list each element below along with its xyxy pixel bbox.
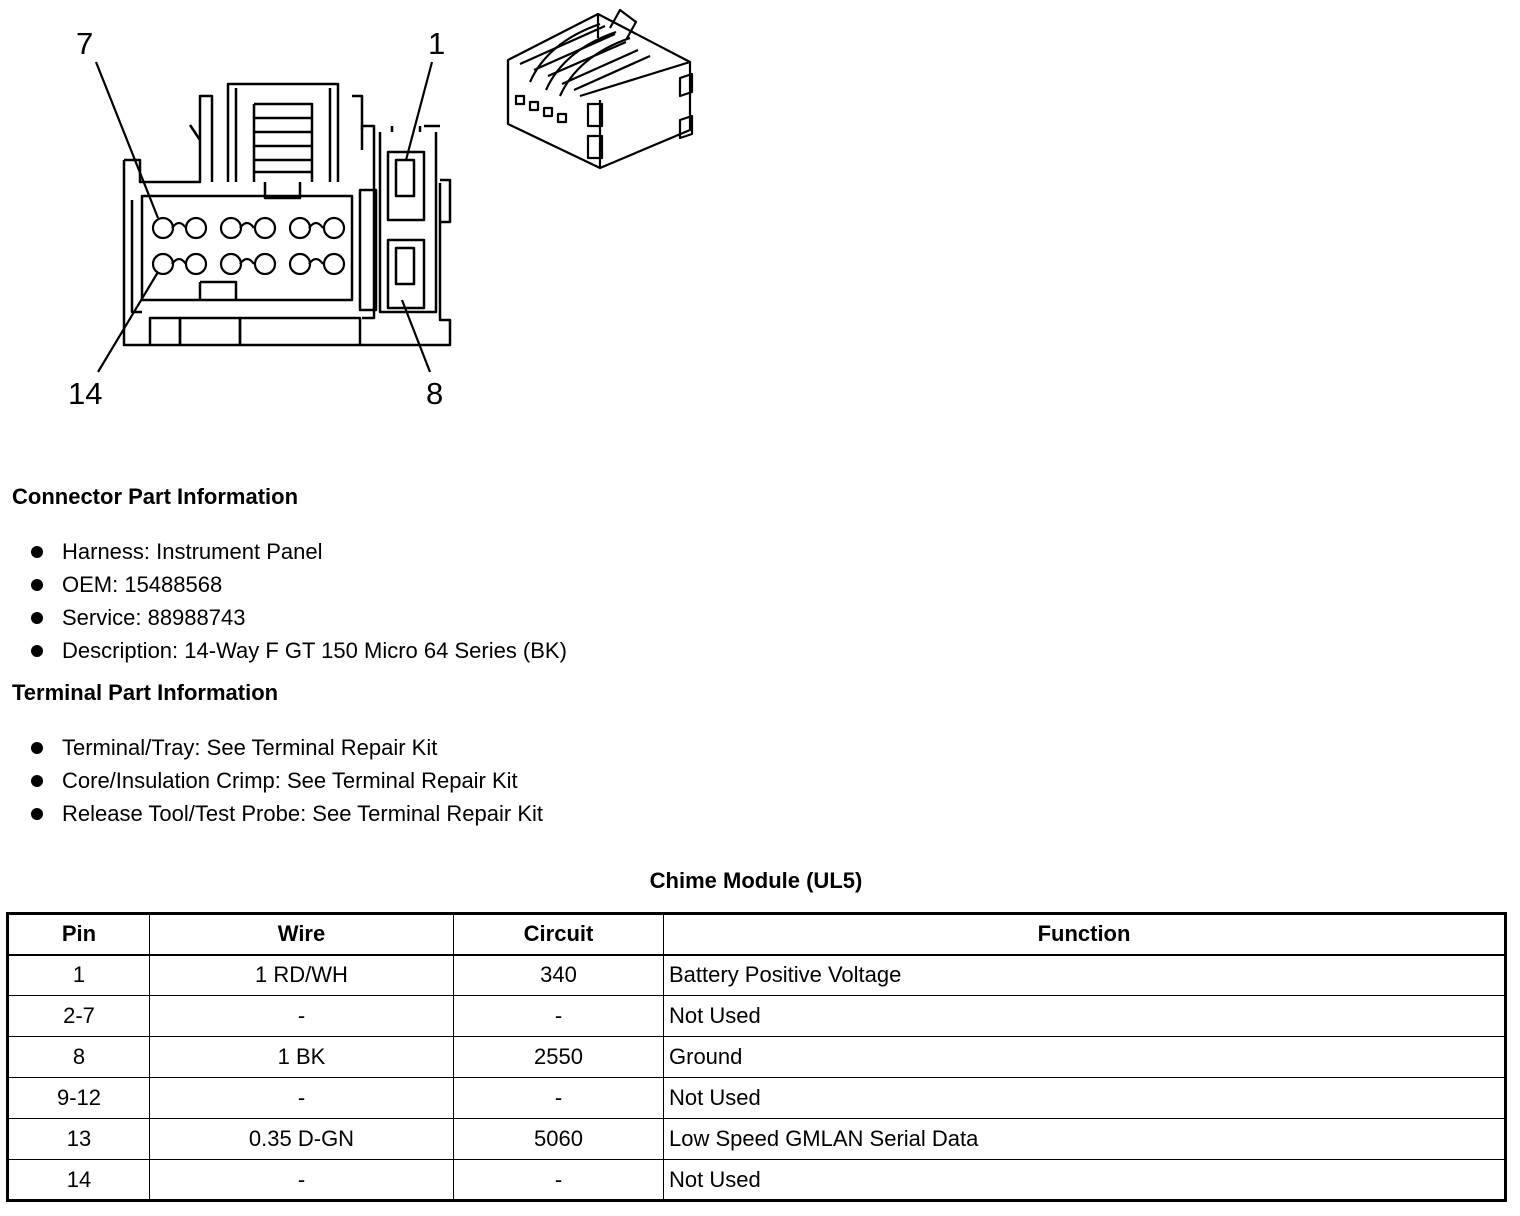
pinout-table bbox=[6, 912, 1507, 1202]
function-cell: Not Used bbox=[664, 996, 1506, 1037]
connector-face-drawing bbox=[0, 0, 720, 420]
pin-label-8: 8 bbox=[426, 376, 444, 411]
connector-info-list bbox=[26, 535, 567, 667]
function-cell: Not Used bbox=[664, 1078, 1506, 1119]
connector-diagram bbox=[0, 0, 720, 420]
terminal-info-heading: Terminal Part Information bbox=[12, 680, 279, 705]
pin-cell: 1 bbox=[8, 955, 150, 996]
function-cell: Battery Positive Voltage bbox=[664, 955, 1506, 996]
bullet-icon bbox=[31, 808, 43, 820]
connector-isometric-view bbox=[508, 10, 692, 168]
pin-cell: 13 bbox=[8, 1119, 150, 1160]
list-item: Description: 14-Way F GT 150 Micro 64 Series (BK) bbox=[26, 634, 567, 667]
list-item: Release Tool/Test Probe: See Terminal Repair Kit bbox=[26, 797, 543, 830]
wire-cell: - bbox=[150, 1160, 454, 1201]
bullet-icon bbox=[31, 579, 43, 591]
table-row bbox=[8, 1037, 1506, 1078]
pin-cell: 8 bbox=[8, 1037, 150, 1078]
table-row bbox=[8, 1078, 1506, 1119]
connector-info-heading: Connector Part Information bbox=[12, 484, 299, 509]
list-item: Harness: Instrument Panel bbox=[26, 535, 567, 568]
bullet-icon bbox=[31, 775, 43, 787]
pin-label-1: 1 bbox=[428, 26, 446, 61]
table-title: Chime Module (UL5) bbox=[649, 868, 863, 893]
column-header-pin: Pin bbox=[8, 914, 150, 955]
function-cell: Ground bbox=[664, 1037, 1506, 1078]
list-item: OEM: 15488568 bbox=[26, 568, 567, 601]
bullet-icon bbox=[31, 546, 43, 558]
column-header-function: Function bbox=[664, 914, 1506, 955]
table-header-row bbox=[8, 914, 1506, 955]
circuit-cell: - bbox=[454, 1160, 664, 1201]
pin-label-7: 7 bbox=[76, 26, 94, 61]
circuit-cell: - bbox=[454, 996, 664, 1037]
list-item: Service: 88988743 bbox=[26, 601, 567, 634]
terminal-info-list bbox=[26, 731, 543, 830]
wire-cell: 0.35 D-GN bbox=[150, 1119, 454, 1160]
wire-cell: - bbox=[150, 996, 454, 1037]
circuit-cell: 5060 bbox=[454, 1119, 664, 1160]
pin-cell: 14 bbox=[8, 1160, 150, 1201]
list-item: Terminal/Tray: See Terminal Repair Kit bbox=[26, 731, 543, 764]
function-cell: Not Used bbox=[664, 1160, 1506, 1201]
table-row bbox=[8, 996, 1506, 1037]
circuit-cell: 340 bbox=[454, 955, 664, 996]
column-header-circuit: Circuit bbox=[454, 914, 664, 955]
bullet-icon bbox=[31, 645, 43, 657]
wire-cell: - bbox=[150, 1078, 454, 1119]
wire-cell: 1 BK bbox=[150, 1037, 454, 1078]
function-cell: Low Speed GMLAN Serial Data bbox=[664, 1119, 1506, 1160]
table-row bbox=[8, 955, 1506, 996]
table-row bbox=[8, 1160, 1506, 1201]
pin-label-14: 14 bbox=[68, 376, 103, 411]
bullet-icon bbox=[31, 742, 43, 754]
wire-cell: 1 RD/WH bbox=[150, 955, 454, 996]
column-header-wire: Wire bbox=[150, 914, 454, 955]
pin-cell: 9-12 bbox=[8, 1078, 150, 1119]
bullet-icon bbox=[31, 612, 43, 624]
pin-cell: 2-7 bbox=[8, 996, 150, 1037]
circuit-cell: - bbox=[454, 1078, 664, 1119]
table-row bbox=[8, 1119, 1506, 1160]
circuit-cell: 2550 bbox=[454, 1037, 664, 1078]
list-item: Core/Insulation Crimp: See Terminal Repair Kit bbox=[26, 764, 543, 797]
